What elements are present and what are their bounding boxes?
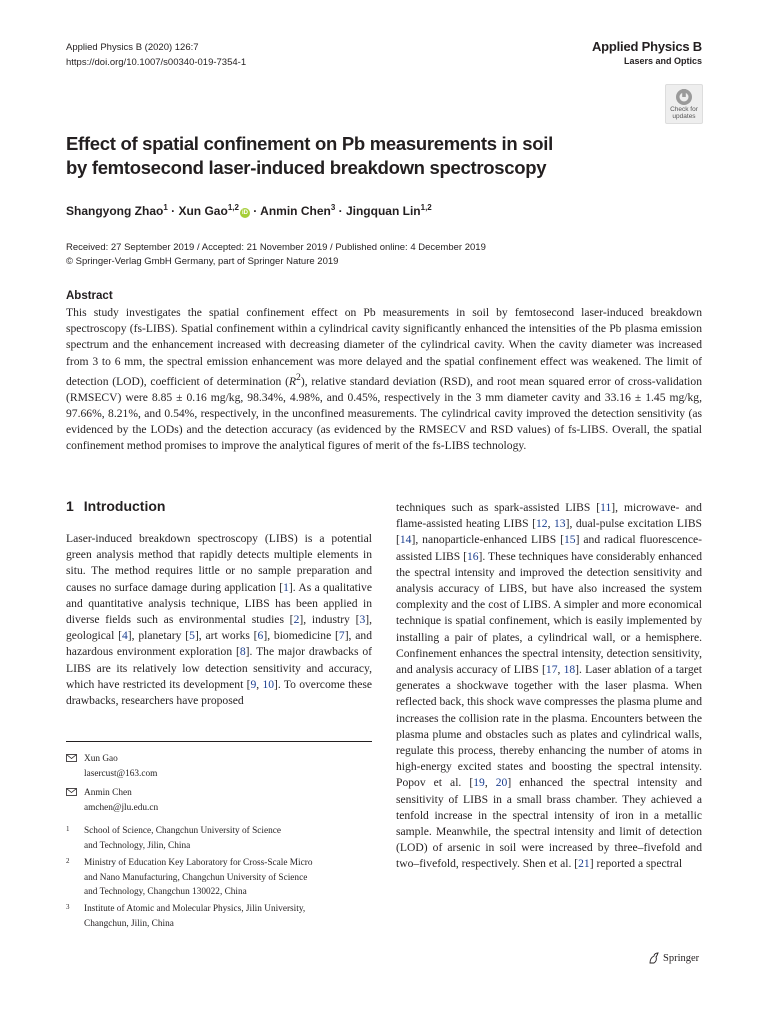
body-text: ] reported a spectral: [589, 857, 683, 871]
r-symbol: R: [288, 374, 297, 388]
author-affiliation-sup: 1,2: [227, 203, 239, 212]
author-name[interactable]: Shangyong Zhao: [66, 204, 164, 218]
publication-dates: [66, 241, 486, 269]
citation-ref-link[interactable]: 2: [293, 613, 300, 627]
affiliation-line: Changchun, Jilin, China: [84, 918, 174, 929]
author-affiliation-sup: 1: [163, 203, 168, 212]
citation-ref-link[interactable]: 11: [600, 501, 612, 514]
check-badge-line1: Check for: [670, 106, 698, 113]
journal-subtitle: Lasers and Optics: [623, 56, 702, 66]
journal-header: [592, 38, 702, 68]
section-title: Introduction: [83, 498, 166, 514]
copyright-line: © Springer-Verlag GmbH Germany, part of Springer Nature 2019: [66, 256, 339, 267]
citation-ref-link[interactable]: 3: [359, 613, 366, 627]
body-text: Laser-induced breakdown spectroscopy (LIBS) is a potential green analysis method that rapidly detects multiple elements in situ. The method requires little or no sample preparation and causes no surface damage during application [: [66, 532, 372, 594]
affiliation-line: Ministry of Education Key Laboratory for Cross-Scale Micro: [84, 858, 313, 868]
title-line-1: Effect of spatial confinement on Pb measurements in soil: [66, 133, 553, 154]
abstract-heading: Abstract: [66, 290, 113, 302]
citation-ref-link[interactable]: 9: [250, 677, 257, 691]
body-text: ]. Laser ablation of a target generates a shockwave together with the laser plasma. When reflected back, this shock wave compresses the plasma plume and increases the collision rate in the plasma. Encounters between the plasma plume and obstacles such as plates and cylindrical walls, regulate this process, thereby enhancing the number of atoms in high-energy excited states and boosting the spectral intensity. Popov et al. [: [396, 663, 702, 790]
abstract-text-part1: This study investigates the spatial confinement effect on Pb measurements in soil by femtosecond laser-induced breakdown spectroscopy (fs-LIBS). Spatial confinement within a cylindrical cavity significantly enhanced the intensities of the Pb plasma emission spectrum and the enhancement increased with decreasing diameter of the cylindrical cavity. When the cavity diameter was increased from 3 to 6 mm, the spectral emission enhancement was more delayed and the spatial confinement effect was weakened. The limit of detection (LOD), coefficient of determination (: [66, 306, 702, 388]
affiliation-line: and Technology, Changchun 130022, China: [84, 887, 247, 897]
citation-ref-link[interactable]: 15: [563, 533, 576, 547]
dates-line: Received: 27 September 2019 / Accepted: 21 November 2019 / Published online: 4 December 2019: [66, 242, 486, 253]
contact-email[interactable]: amchen@jlu.edu.cn: [84, 802, 159, 813]
body-text: ], biomedicine [: [263, 629, 339, 643]
contact-email[interactable]: lasercust@163.com: [84, 768, 158, 779]
body-column-right: [396, 500, 702, 873]
author-separator: ·: [249, 204, 261, 218]
citation-ref-link[interactable]: 10: [262, 677, 275, 691]
body-text: ], geological [: [66, 613, 373, 643]
abstract-text-part2: ), relative standard deviation (RSD), and root mean squared error of cross-validation (RMSECV) were 8.85 ± 0.16 mg/kg, 98.34%, 4.98%, and 0.45%, respectively in the 3 mm diameter cavity and 33.16 ± 1.45 mg/kg, 97.66%, 8.21%, and 0.54%, respectively, in the unconfined measurements. The cylindrical cavity improved the detection sensitivity (as evidenced by the LODs) and the detection accuracy (as evidenced by the RMSECV and RSD values) of fs-LIBS. Overall, the spatial confinement method promises to improve the analytical figures of merit of the fs-LIBS technology.: [66, 374, 702, 453]
body-text: ], industry [: [299, 613, 360, 627]
contact-name: Xun Gao: [84, 754, 118, 764]
body-text: ]. These techniques have considerably enhanced the spectral intensity and improved the detection sensitivity and analysis accuracy of LIBS, but have also increased the system complexity and the cost of LIBS. A simpler and more economical technique is spatial confinement, which is easily implemented by installing a pair of plates, a cylindrical wall, or a hemisphere. Confinement enhances the spectral intensity, detection sensitivity, and analysis accuracy of LIBS [: [396, 549, 702, 677]
springer-horse-icon: [648, 952, 660, 964]
body-text: techniques such as spark-assisted LIBS [: [396, 501, 601, 514]
author-separator: ·: [335, 204, 346, 218]
citation-ref-link[interactable]: 14: [399, 533, 412, 547]
r-squared-sup: 2: [296, 371, 301, 383]
body-text: ], and hazardous environment exploration [: [66, 629, 372, 659]
citation-ref-link[interactable]: 20: [495, 776, 508, 790]
check-updates-icon: [675, 88, 693, 106]
affiliation-line: and Nano Manufacturing, Changchun University of Science: [84, 872, 308, 883]
author-name[interactable]: Jingquan Lin: [345, 204, 421, 218]
affiliation-line: and Technology, Jilin, China: [84, 840, 191, 851]
citation-header: [66, 40, 246, 70]
body-text: ], microwave- and flame-assisted heating LIBS [: [396, 501, 702, 531]
citation-ref-link[interactable]: 8: [239, 645, 246, 659]
body-text: ] and radical fluorescence-assisted LIBS [: [396, 533, 702, 563]
citation-ref-link[interactable]: 7: [338, 629, 345, 643]
body-text: ,: [256, 677, 263, 691]
section-heading: [66, 498, 165, 514]
body-text: ], art works [: [194, 629, 258, 643]
envelope-icon: [66, 788, 77, 796]
body-text: ]. As a qualitative and quantitative analysis technique, LIBS has been applied in diverse fields such as environmental studies [: [66, 580, 372, 627]
citation-ref-link[interactable]: 1: [283, 580, 289, 594]
body-text: ]. The major drawbacks of LIBS are its relatively low detection sensitivity and accuracy, which have restricted its development [: [66, 645, 372, 691]
body-text: ,: [484, 776, 496, 790]
body-text: ]. To overcome these drawbacks, researchers have proposed: [66, 677, 373, 708]
title-line-2: by femtosecond laser-induced breakdown spectroscopy: [66, 157, 547, 178]
affiliation-line: School of Science, Changchun University of Science: [84, 826, 281, 836]
citation-ref-link[interactable]: 13: [553, 517, 566, 531]
author-name[interactable]: Xun Gao: [178, 204, 228, 218]
doi-link[interactable]: https://doi.org/10.1007/s00340-019-7354-1: [66, 57, 247, 68]
citation-ref-link[interactable]: 19: [473, 776, 485, 790]
citation-ref-link[interactable]: 16: [466, 549, 479, 563]
author-affiliation-sup: 3: [330, 203, 336, 212]
affiliation-number: 1: [66, 825, 70, 833]
body-text: ,: [547, 517, 554, 531]
affiliation-number: 3: [66, 903, 70, 911]
publisher-name: Springer: [663, 952, 700, 964]
article-title: [66, 132, 626, 180]
citation-ref-link[interactable]: 6: [257, 629, 264, 643]
author-affiliation-sup: 1,2: [420, 203, 432, 212]
affiliation-line: Institute of Atomic and Molecular Physics, Jilin University,: [84, 904, 306, 914]
contact-name: Anmin Chen: [84, 788, 132, 798]
orcid-icon[interactable]: iD: [241, 210, 248, 216]
author-name[interactable]: Anmin Chen: [260, 204, 331, 218]
citation-ref-link[interactable]: 4: [121, 629, 128, 643]
author-separator: ·: [167, 204, 179, 218]
section-number: 1: [66, 498, 74, 514]
abstract-body: [66, 305, 702, 455]
body-column-left: [66, 531, 372, 709]
affiliation: [66, 856, 372, 900]
body-text: ], planetary [: [127, 629, 190, 643]
affiliation: [66, 824, 372, 853]
affiliation: [66, 902, 372, 931]
citation-ref-link[interactable]: 18: [563, 663, 576, 677]
publisher-logo: [648, 952, 699, 964]
corresponding-author-contact: [66, 786, 158, 815]
envelope-icon: [66, 754, 77, 762]
footnote-divider: [66, 741, 372, 742]
citation-ref-link[interactable]: 5: [189, 629, 195, 643]
check-for-updates-badge[interactable]: [665, 84, 703, 124]
journal-name: Applied Physics B: [591, 39, 702, 54]
affiliation-number: 2: [66, 857, 70, 865]
body-text: ,: [557, 663, 564, 677]
body-text: ] enhanced the spectral intensity and sensitivity of LIBS in a small brass chamber. They achieved a tenfold increase in the spectral intensity of iron in a metallic sample. Meanwhile, the spectral intensity and limit of detection (LOD) of arsenic in soil were increased by three–fivefold and two–fivefold, respectively. Shen et al. [: [396, 776, 703, 871]
check-badge-line2: updates: [672, 113, 696, 120]
citation: Applied Physics B (2020) 126:7: [66, 42, 199, 53]
author-list: [66, 203, 432, 218]
citation-ref-link[interactable]: 21: [578, 857, 590, 871]
body-text: ], nanoparticle-enhanced LIBS [: [411, 533, 564, 547]
citation-ref-link[interactable]: 17: [545, 663, 558, 677]
body-text: ], dual-pulse excitation LIBS [: [396, 517, 703, 547]
citation-ref-link[interactable]: 12: [535, 517, 548, 531]
corresponding-author-contact: [66, 752, 157, 781]
